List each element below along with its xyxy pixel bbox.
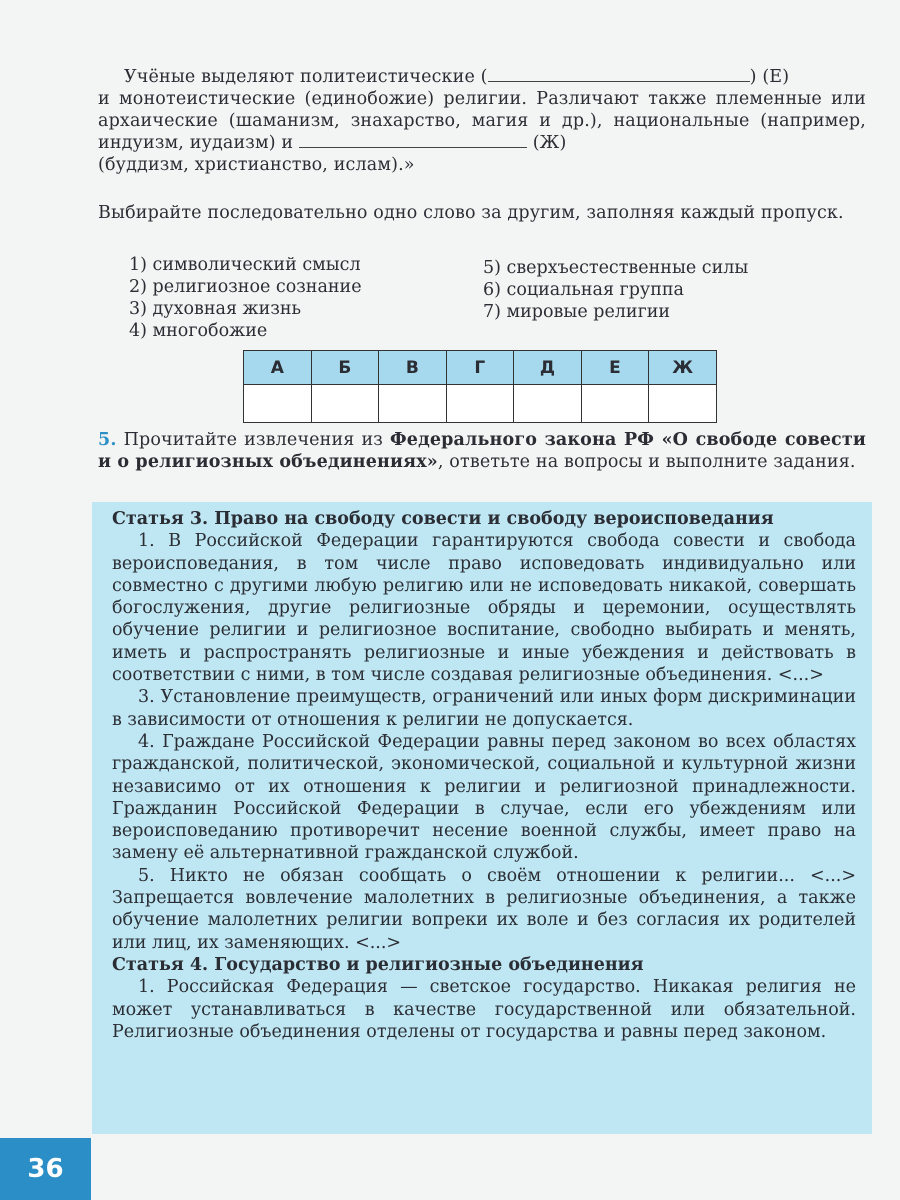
intro-paragraph	[98, 66, 866, 176]
page-number-text: 36	[27, 1154, 64, 1184]
task-text-b: , ответьте на вопросы и выполните задания.	[437, 452, 856, 472]
answer-cell-d[interactable]	[514, 385, 582, 423]
page-number	[0, 1138, 91, 1200]
article-3-item-3: 3. Установление преимуществ, ограничений или иных форм дискриминации в зависимости от отношения к религии не допускается.	[112, 687, 856, 730]
answer-cell-e[interactable]	[581, 385, 649, 423]
article-3-title: Статья 3. Право на свободу совести и свободу вероисповедания	[112, 509, 774, 529]
option-item: 4) многобожие	[129, 321, 268, 341]
options-left	[129, 254, 362, 342]
law-excerpt-text	[112, 508, 856, 1043]
option-item: 6) социальная группа	[483, 280, 684, 300]
intro-line2-end: (Ж)	[532, 133, 567, 153]
instruction-text: Выбирайте последовательно одно слово за другим, заполняя каждый пропуск.	[98, 203, 844, 223]
options-right	[483, 257, 748, 323]
answer-table	[243, 350, 717, 423]
intro-line2: и монотеистические (единобожие) религии. Различают также племенные или архаические (шаманизм, знахарство, магия и др.), национальные (например, индуизм, иудаизм) и	[98, 89, 866, 153]
answer-cell-zh[interactable]	[649, 385, 717, 423]
option-item: 2) религиозное сознание	[129, 277, 362, 297]
answer-table-input-row	[244, 385, 717, 423]
answer-header-zh: Ж	[649, 351, 717, 385]
blank-e[interactable]	[488, 81, 750, 82]
law-title-reference: Федерального закона РФ «О свободе совести и о религиозных объединениях»	[98, 430, 866, 472]
intro-line1-end: ) (Е)	[749, 67, 790, 87]
answer-cell-a[interactable]	[244, 385, 312, 423]
answer-header-v: В	[379, 351, 447, 385]
task-5	[98, 429, 866, 473]
task-number: 5.	[98, 430, 117, 450]
option-item: 7) мировые религии	[483, 302, 671, 322]
article-4-item-1: 1. Российская Федерация — светское государство. Никакая религия не может устанавливаться в качестве государственной или обязательной. Религиозные объединения отделены от государства и равны перед законом.	[112, 977, 856, 1042]
answer-cell-g[interactable]	[446, 385, 513, 423]
article-3-item-1: 1. В Российской Федерации гарантируются свобода совести и свобода вероисповедания, в том числе право исповедовать индивидуально или совместно с другими любую религию или не исповедовать никакой, совершать богослужения, другие религиозные обряды и церемонии, осуществлять обучение религии и религиозное воспитание, свободно выбирать и менять, иметь и распространять религиозные и иные убеждения и действовать в соответствии с ними, в том числе создавая религиозные объединения. <...>	[112, 531, 856, 686]
option-item: 5) сверхъестественные силы	[483, 258, 749, 278]
answer-header-g: Г	[446, 351, 513, 385]
answer-header-a: А	[244, 351, 312, 385]
answer-header-b: Б	[311, 351, 379, 385]
answer-header-d: Д	[514, 351, 582, 385]
answer-cell-v[interactable]	[379, 385, 447, 423]
article-3-item-5: 5. Никто не обязан сообщать о своём отношении к религии... <...> Запрещается вовлечение малолетних в религиозные объединения, а также обучение малолетних религии вопреки их воле и без согласия их родителей или лиц, их заменяющих. <...>	[112, 865, 856, 953]
answer-table-header-row	[244, 351, 717, 385]
instruction	[98, 202, 866, 224]
article-3-item-4: 4. Граждане Российской Федерации равны перед законом во всех областях гражданской, политической, экономической, социальной и культурной жизни независимо от их отношения к религии и религиозной принадлежности. Гражданин Российской Федерации в случае, если его убеждениям или вероисповеданию противоречит несение военной службы, имеет право на замену её альтернативной гражданской службой.	[112, 731, 856, 864]
blank-zh[interactable]	[299, 147, 527, 148]
intro-line1-start: Учёные выделяют политеистические (	[124, 67, 488, 87]
answer-cell-b[interactable]	[311, 385, 379, 423]
task-text-a: Прочитайте извлечения из	[123, 430, 384, 450]
intro-line3: (буддизм, христианство, ислам).»	[98, 155, 415, 175]
answer-header-e: Е	[581, 351, 649, 385]
option-item: 3) духовная жизнь	[129, 299, 302, 319]
option-item: 1) символический смысл	[129, 255, 361, 275]
article-4-title: Статья 4. Государство и религиозные объединения	[112, 954, 644, 975]
